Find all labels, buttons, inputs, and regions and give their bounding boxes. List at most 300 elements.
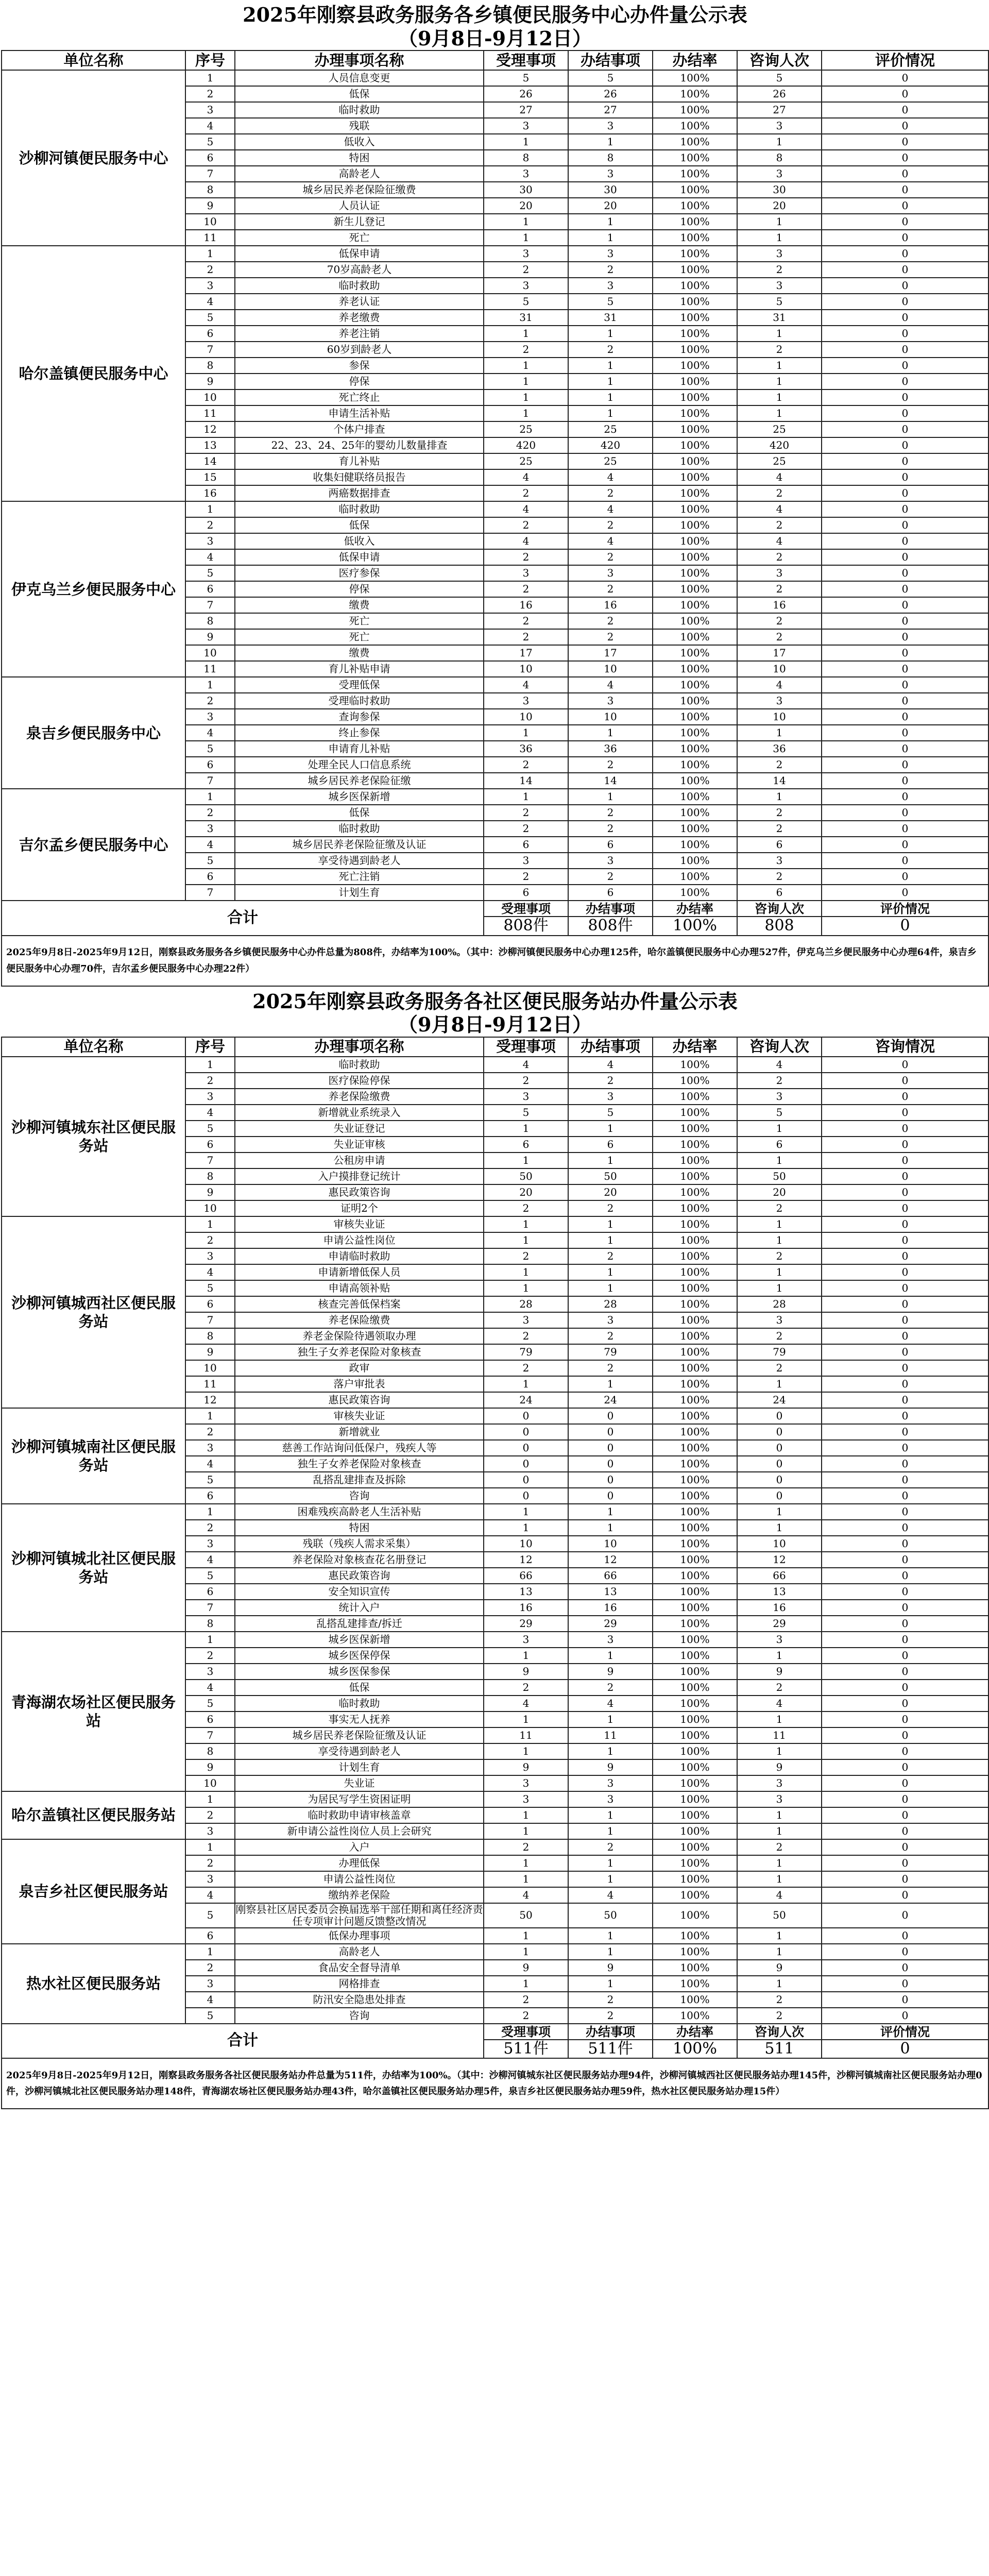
consult-count: 0: [737, 1408, 822, 1424]
evaluation: 0: [822, 86, 988, 102]
consult-count: 3: [737, 278, 822, 294]
completed-count: 1: [568, 1807, 653, 1823]
completed-count: 6: [568, 837, 653, 853]
consult-count: 3: [737, 118, 822, 134]
completed-count: 1: [568, 1121, 653, 1137]
completion-rate: 100%: [653, 1392, 737, 1408]
accepted-count: 12: [484, 1552, 568, 1568]
completion-rate: 100%: [653, 214, 737, 230]
consult-count: 2: [737, 1839, 822, 1855]
completed-count: 4: [568, 501, 653, 517]
completed-count: 3: [568, 1089, 653, 1105]
item-name: 安全知识宣传: [235, 1584, 484, 1600]
completion-rate: 100%: [653, 70, 737, 86]
completed-count: 25: [568, 421, 653, 437]
accepted-count: 17: [484, 645, 568, 661]
accepted-count: 3: [484, 1791, 568, 1807]
completion-rate: 100%: [653, 1775, 737, 1791]
completion-rate: 100%: [653, 1664, 737, 1680]
evaluation: 0: [822, 725, 988, 741]
item-name: 临时救助: [235, 501, 484, 517]
item-number: 6: [185, 757, 235, 773]
item-name: 养老认证: [235, 294, 484, 310]
item-name: 网格排查: [235, 1976, 484, 1992]
completed-count: 0: [568, 1408, 653, 1424]
item-number: 10: [185, 1200, 235, 1216]
item-number: 7: [185, 885, 235, 901]
consult-count: 3: [737, 246, 822, 262]
completed-count: 10: [568, 709, 653, 725]
item-name: 城乡居民养老保险征缴及认证: [235, 837, 484, 853]
accepted-count: 0: [484, 1408, 568, 1424]
completion-rate: 100%: [653, 1424, 737, 1440]
item-number: 8: [185, 1168, 235, 1184]
completion-rate: 100%: [653, 805, 737, 821]
completed-count: 1: [568, 1216, 653, 1232]
item-name: 低保: [235, 805, 484, 821]
completed-count: 1: [568, 1871, 653, 1887]
item-number: 1: [185, 677, 235, 693]
evaluation: 0: [822, 1488, 988, 1504]
item-name: 医疗保险停保: [235, 1073, 484, 1089]
item-number: 5: [185, 1568, 235, 1584]
table-title: [2, 987, 988, 1037]
accepted-count: 9: [484, 1664, 568, 1680]
total-column-header: 办结事项: [568, 901, 653, 917]
completion-rate: 100%: [653, 1944, 737, 1960]
completion-rate: 100%: [653, 517, 737, 533]
accepted-count: 29: [484, 1616, 568, 1632]
completed-count: 11: [568, 1727, 653, 1743]
consult-count: 2: [737, 805, 822, 821]
consult-count: 1: [737, 1232, 822, 1248]
item-number: 3: [185, 1871, 235, 1887]
consult-count: 4: [737, 1696, 822, 1711]
consult-count: 25: [737, 421, 822, 437]
evaluation: 0: [822, 1839, 988, 1855]
evaluation: 0: [822, 118, 988, 134]
item-number: 7: [185, 1312, 235, 1328]
evaluation: 0: [822, 1632, 988, 1648]
accepted-count: 24: [484, 1392, 568, 1408]
completed-count: 1: [568, 374, 653, 389]
completed-count: 5: [568, 294, 653, 310]
evaluation: 0: [822, 246, 988, 262]
evaluation: 0: [822, 1743, 988, 1759]
evaluation: 0: [822, 1057, 988, 1073]
completion-rate: 100%: [653, 821, 737, 837]
consult-count: 9: [737, 1664, 822, 1680]
item-number: 5: [185, 741, 235, 757]
item-number: 9: [185, 1184, 235, 1200]
item-number: 11: [185, 405, 235, 421]
table-row: [2, 1057, 988, 1073]
completed-count: 10: [568, 661, 653, 677]
item-name: 申请新增低保人员: [235, 1264, 484, 1280]
completed-count: 28: [568, 1296, 653, 1312]
completion-rate: 100%: [653, 693, 737, 709]
completion-rate: 100%: [653, 198, 737, 214]
consult-count: 0: [737, 1424, 822, 1440]
completed-count: 36: [568, 741, 653, 757]
unit-name: 热水社区便民服务站: [2, 1944, 185, 2024]
accepted-count: 1: [484, 1743, 568, 1759]
evaluation: 0: [822, 1153, 988, 1168]
completion-rate: 100%: [653, 485, 737, 501]
consult-count: 10: [737, 709, 822, 725]
item-name: 收集妇健联络员报告: [235, 469, 484, 485]
completion-rate: 100%: [653, 1089, 737, 1105]
item-name: 终止参保: [235, 725, 484, 741]
evaluation: 0: [822, 342, 988, 358]
consult-count: 2: [737, 342, 822, 358]
item-name: 城乡居民养老保险征缴及认证: [235, 1727, 484, 1743]
evaluation: 0: [822, 1976, 988, 1992]
item-name: 70岁高龄老人: [235, 262, 484, 278]
completed-count: 2: [568, 757, 653, 773]
item-name: 死亡: [235, 629, 484, 645]
evaluation: 0: [822, 1344, 988, 1360]
total-column-header: 咨询人次: [737, 901, 822, 917]
consult-count: 2: [737, 869, 822, 885]
item-name: 临时救助: [235, 102, 484, 118]
accepted-count: 1: [484, 1153, 568, 1168]
item-name: 受理临时救助: [235, 693, 484, 709]
completed-count: 4: [568, 1057, 653, 1073]
item-name: 高龄老人: [235, 166, 484, 182]
completed-count: 16: [568, 1600, 653, 1616]
accepted-count: 20: [484, 198, 568, 214]
evaluation: 0: [822, 1903, 988, 1928]
completed-count: 1: [568, 725, 653, 741]
unit-name: 吉尔孟乡便民服务中心: [2, 789, 185, 901]
evaluation: 0: [822, 1472, 988, 1488]
accepted-count: 2: [484, 821, 568, 837]
consult-count: 4: [737, 469, 822, 485]
completed-count: 1: [568, 1855, 653, 1871]
completion-rate: 100%: [653, 629, 737, 645]
accepted-count: 1: [484, 1976, 568, 1992]
item-number: 3: [185, 1089, 235, 1105]
evaluation: 0: [822, 869, 988, 885]
item-name: 人员认证: [235, 198, 484, 214]
item-number: 2: [185, 1520, 235, 1536]
column-header: 受理事项: [484, 1037, 568, 1057]
completion-rate: 100%: [653, 1121, 737, 1137]
item-name: 医疗参保: [235, 565, 484, 581]
column-header: 办结率: [653, 1037, 737, 1057]
completion-rate: 100%: [653, 1264, 737, 1280]
consult-count: 3: [737, 1775, 822, 1791]
item-name: 个体户排查: [235, 421, 484, 437]
consult-count: 26: [737, 86, 822, 102]
completion-rate: 100%: [653, 1312, 737, 1328]
item-number: 4: [185, 294, 235, 310]
consult-count: 1: [737, 1944, 822, 1960]
evaluation: 0: [822, 1928, 988, 1944]
consult-count: 8: [737, 150, 822, 166]
accepted-count: 1: [484, 326, 568, 342]
item-number: 7: [185, 342, 235, 358]
item-name: 临时救助: [235, 1057, 484, 1073]
evaluation: 0: [822, 1616, 988, 1632]
item-name: 死亡: [235, 230, 484, 246]
accepted-count: 3: [484, 1775, 568, 1791]
accepted-count: 66: [484, 1568, 568, 1584]
evaluation: 0: [822, 405, 988, 421]
consult-count: 3: [737, 166, 822, 182]
evaluation: 0: [822, 166, 988, 182]
evaluation: 0: [822, 565, 988, 581]
completed-count: 2: [568, 629, 653, 645]
accepted-count: 3: [484, 118, 568, 134]
completion-rate: 100%: [653, 294, 737, 310]
consult-count: 5: [737, 1105, 822, 1121]
consult-count: 6: [737, 1137, 822, 1153]
item-number: 1: [185, 1944, 235, 1960]
completion-rate: 100%: [653, 1360, 737, 1376]
evaluation: 0: [822, 757, 988, 773]
accepted-count: 2: [484, 1839, 568, 1855]
completion-rate: 100%: [653, 1536, 737, 1552]
consult-count: 20: [737, 198, 822, 214]
item-name: 公租房申请: [235, 1153, 484, 1168]
consult-count: 2: [737, 1248, 822, 1264]
table-row: [2, 1504, 988, 1520]
accepted-count: 5: [484, 1105, 568, 1121]
title-row: [2, 0, 988, 50]
accepted-count: 2: [484, 1248, 568, 1264]
consult-count: 1: [737, 358, 822, 374]
item-number: 12: [185, 1392, 235, 1408]
accepted-count: 79: [484, 1344, 568, 1360]
accepted-count: 2: [484, 262, 568, 278]
evaluation: 0: [822, 1312, 988, 1328]
column-header: 单位名称: [2, 50, 185, 70]
evaluation: 0: [822, 1727, 988, 1743]
item-number: 3: [185, 533, 235, 549]
completion-rate: 100%: [653, 789, 737, 805]
title-line-1: 2025年刚察县政务服务各乡镇便民服务中心办件量公示表: [243, 3, 747, 26]
evaluation: 0: [822, 1216, 988, 1232]
item-name: 独生子女养老保险对象核查: [235, 1456, 484, 1472]
evaluation: 0: [822, 1711, 988, 1727]
item-name: 统计入户: [235, 1600, 484, 1616]
consult-count: 4: [737, 1887, 822, 1903]
item-name: 申请育儿补贴: [235, 741, 484, 757]
completed-count: 1: [568, 789, 653, 805]
accepted-count: 1: [484, 789, 568, 805]
completion-rate: 100%: [653, 1073, 737, 1089]
item-number: 5: [185, 2008, 235, 2024]
table-row: [2, 1216, 988, 1232]
evaluation: 0: [822, 1823, 988, 1839]
item-number: 4: [185, 1992, 235, 2008]
item-name: 临时救助申请审核盖章: [235, 1807, 484, 1823]
item-number: 1: [185, 246, 235, 262]
item-number: 11: [185, 1376, 235, 1392]
title-line-2: （9月8日-9月12日）: [398, 26, 592, 50]
completion-rate: 100%: [653, 597, 737, 613]
evaluation: 0: [822, 1392, 988, 1408]
completed-count: 26: [568, 86, 653, 102]
column-header: 办理事项名称: [235, 1037, 484, 1057]
completed-count: 1: [568, 1153, 653, 1168]
completed-count: 3: [568, 278, 653, 294]
consult-count: 1: [737, 1807, 822, 1823]
item-number: 1: [185, 501, 235, 517]
item-number: 4: [185, 1552, 235, 1568]
consult-count: 50: [737, 1168, 822, 1184]
header-row: [2, 50, 988, 70]
accepted-count: 1: [484, 1232, 568, 1248]
completion-rate: 100%: [653, 677, 737, 693]
accepted-count: 25: [484, 421, 568, 437]
item-name: 证明2个: [235, 1200, 484, 1216]
accepted-count: 1: [484, 1504, 568, 1520]
evaluation: 0: [822, 485, 988, 501]
accepted-count: 2: [484, 549, 568, 565]
item-number: 4: [185, 1105, 235, 1121]
completion-rate: 100%: [653, 1903, 737, 1928]
item-name: 事实无人抚养: [235, 1711, 484, 1727]
accepted-count: 0: [484, 1424, 568, 1440]
completion-rate: 100%: [653, 1137, 737, 1153]
consult-count: 2: [737, 757, 822, 773]
consult-count: 3: [737, 853, 822, 869]
item-name: 低收入: [235, 134, 484, 150]
accepted-count: 420: [484, 437, 568, 453]
consult-count: 1: [737, 1928, 822, 1944]
unit-name: 哈尔盖镇社区便民服务站: [2, 1791, 185, 1839]
item-number: 4: [185, 837, 235, 853]
accepted-count: 1: [484, 1871, 568, 1887]
accepted-count: 1: [484, 134, 568, 150]
evaluation: 0: [822, 1089, 988, 1105]
completed-count: 1: [568, 389, 653, 405]
evaluation: 0: [822, 501, 988, 517]
completed-count: 13: [568, 1584, 653, 1600]
completed-count: 1: [568, 326, 653, 342]
item-number: 5: [185, 1280, 235, 1296]
item-name: 临时救助: [235, 1696, 484, 1711]
item-name: 刚察县社区居民委员会换届选举干部任期和离任经济责任专项审计问题反馈整改情况: [235, 1903, 483, 1927]
total-value: 808: [737, 917, 822, 936]
accepted-count: 2: [484, 869, 568, 885]
item-name: 申请公益性岗位: [235, 1871, 484, 1887]
column-header: 序号: [185, 1037, 235, 1057]
total-label: 合计: [2, 901, 484, 936]
item-name: 受理低保: [235, 677, 484, 693]
item-number: 3: [185, 1823, 235, 1839]
completion-rate: 100%: [653, 645, 737, 661]
consult-count: 6: [737, 837, 822, 853]
unit-name: 沙柳河镇便民服务中心: [2, 70, 185, 246]
total-label: 合计: [2, 2024, 484, 2059]
consult-count: 1: [737, 389, 822, 405]
accepted-count: 2: [484, 629, 568, 645]
completion-rate: 100%: [653, 1200, 737, 1216]
completed-count: 6: [568, 885, 653, 901]
evaluation: 0: [822, 517, 988, 533]
evaluation: 0: [822, 150, 988, 166]
evaluation: 0: [822, 182, 988, 198]
completion-rate: 100%: [653, 1928, 737, 1944]
item-name: 高龄老人: [235, 1944, 484, 1960]
consult-count: 2: [737, 1680, 822, 1696]
completed-count: 1: [568, 1264, 653, 1280]
accepted-count: 1: [484, 374, 568, 389]
total-header-row: [2, 901, 988, 917]
consult-count: 36: [737, 741, 822, 757]
completed-count: 1: [568, 358, 653, 374]
completion-rate: 100%: [653, 773, 737, 789]
total-value: 511: [737, 2040, 822, 2059]
total-value: 100%: [653, 2040, 737, 2059]
completed-count: 4: [568, 1696, 653, 1711]
evaluation: 0: [822, 789, 988, 805]
accepted-count: 0: [484, 1488, 568, 1504]
evaluation: 0: [822, 1440, 988, 1456]
completion-rate: 100%: [653, 118, 737, 134]
consult-count: 12: [737, 1552, 822, 1568]
item-number: 3: [185, 1536, 235, 1552]
item-name: 慈善工作站询问低保户，残疾人等: [235, 1440, 484, 1456]
accepted-count: 4: [484, 533, 568, 549]
consult-count: 20: [737, 1184, 822, 1200]
accepted-count: 2: [484, 613, 568, 629]
evaluation: 0: [822, 1960, 988, 1976]
item-name: 60岁到龄老人: [235, 342, 484, 358]
completion-rate: 100%: [653, 421, 737, 437]
item-number: 6: [185, 1488, 235, 1504]
consult-count: 66: [737, 1568, 822, 1584]
consult-count: 2: [737, 629, 822, 645]
title-line-1: 2025年刚察县政务服务各社区便民服务站办件量公示表: [252, 989, 738, 1013]
completed-count: 0: [568, 1472, 653, 1488]
evaluation: 0: [822, 374, 988, 389]
accepted-count: 13: [484, 1584, 568, 1600]
accepted-count: 3: [484, 1312, 568, 1328]
total-value: 511件: [484, 2040, 568, 2059]
accepted-count: 1: [484, 1944, 568, 1960]
completed-count: 1: [568, 405, 653, 421]
item-number: 5: [185, 310, 235, 326]
item-number: 9: [185, 374, 235, 389]
evaluation: 0: [822, 1248, 988, 1264]
accepted-count: 2: [484, 805, 568, 821]
consult-count: 14: [737, 773, 822, 789]
consult-count: 2: [737, 821, 822, 837]
item-number: 11: [185, 230, 235, 246]
evaluation: 0: [822, 1680, 988, 1696]
item-name: 缴费: [235, 597, 484, 613]
evaluation: 0: [822, 821, 988, 837]
completed-count: 6: [568, 1137, 653, 1153]
item-number: 2: [185, 1232, 235, 1248]
evaluation: 0: [822, 1105, 988, 1121]
item-number: 6: [185, 326, 235, 342]
completion-rate: 100%: [653, 1488, 737, 1504]
item-name: 核查完善低保档案: [235, 1296, 484, 1312]
community-table-body: [2, 987, 988, 2109]
accepted-count: 5: [484, 70, 568, 86]
item-number: 1: [185, 1839, 235, 1855]
item-name: 育儿补贴申请: [235, 661, 484, 677]
consult-count: 3: [737, 693, 822, 709]
evaluation: 0: [822, 1424, 988, 1440]
table-row: [2, 246, 988, 262]
